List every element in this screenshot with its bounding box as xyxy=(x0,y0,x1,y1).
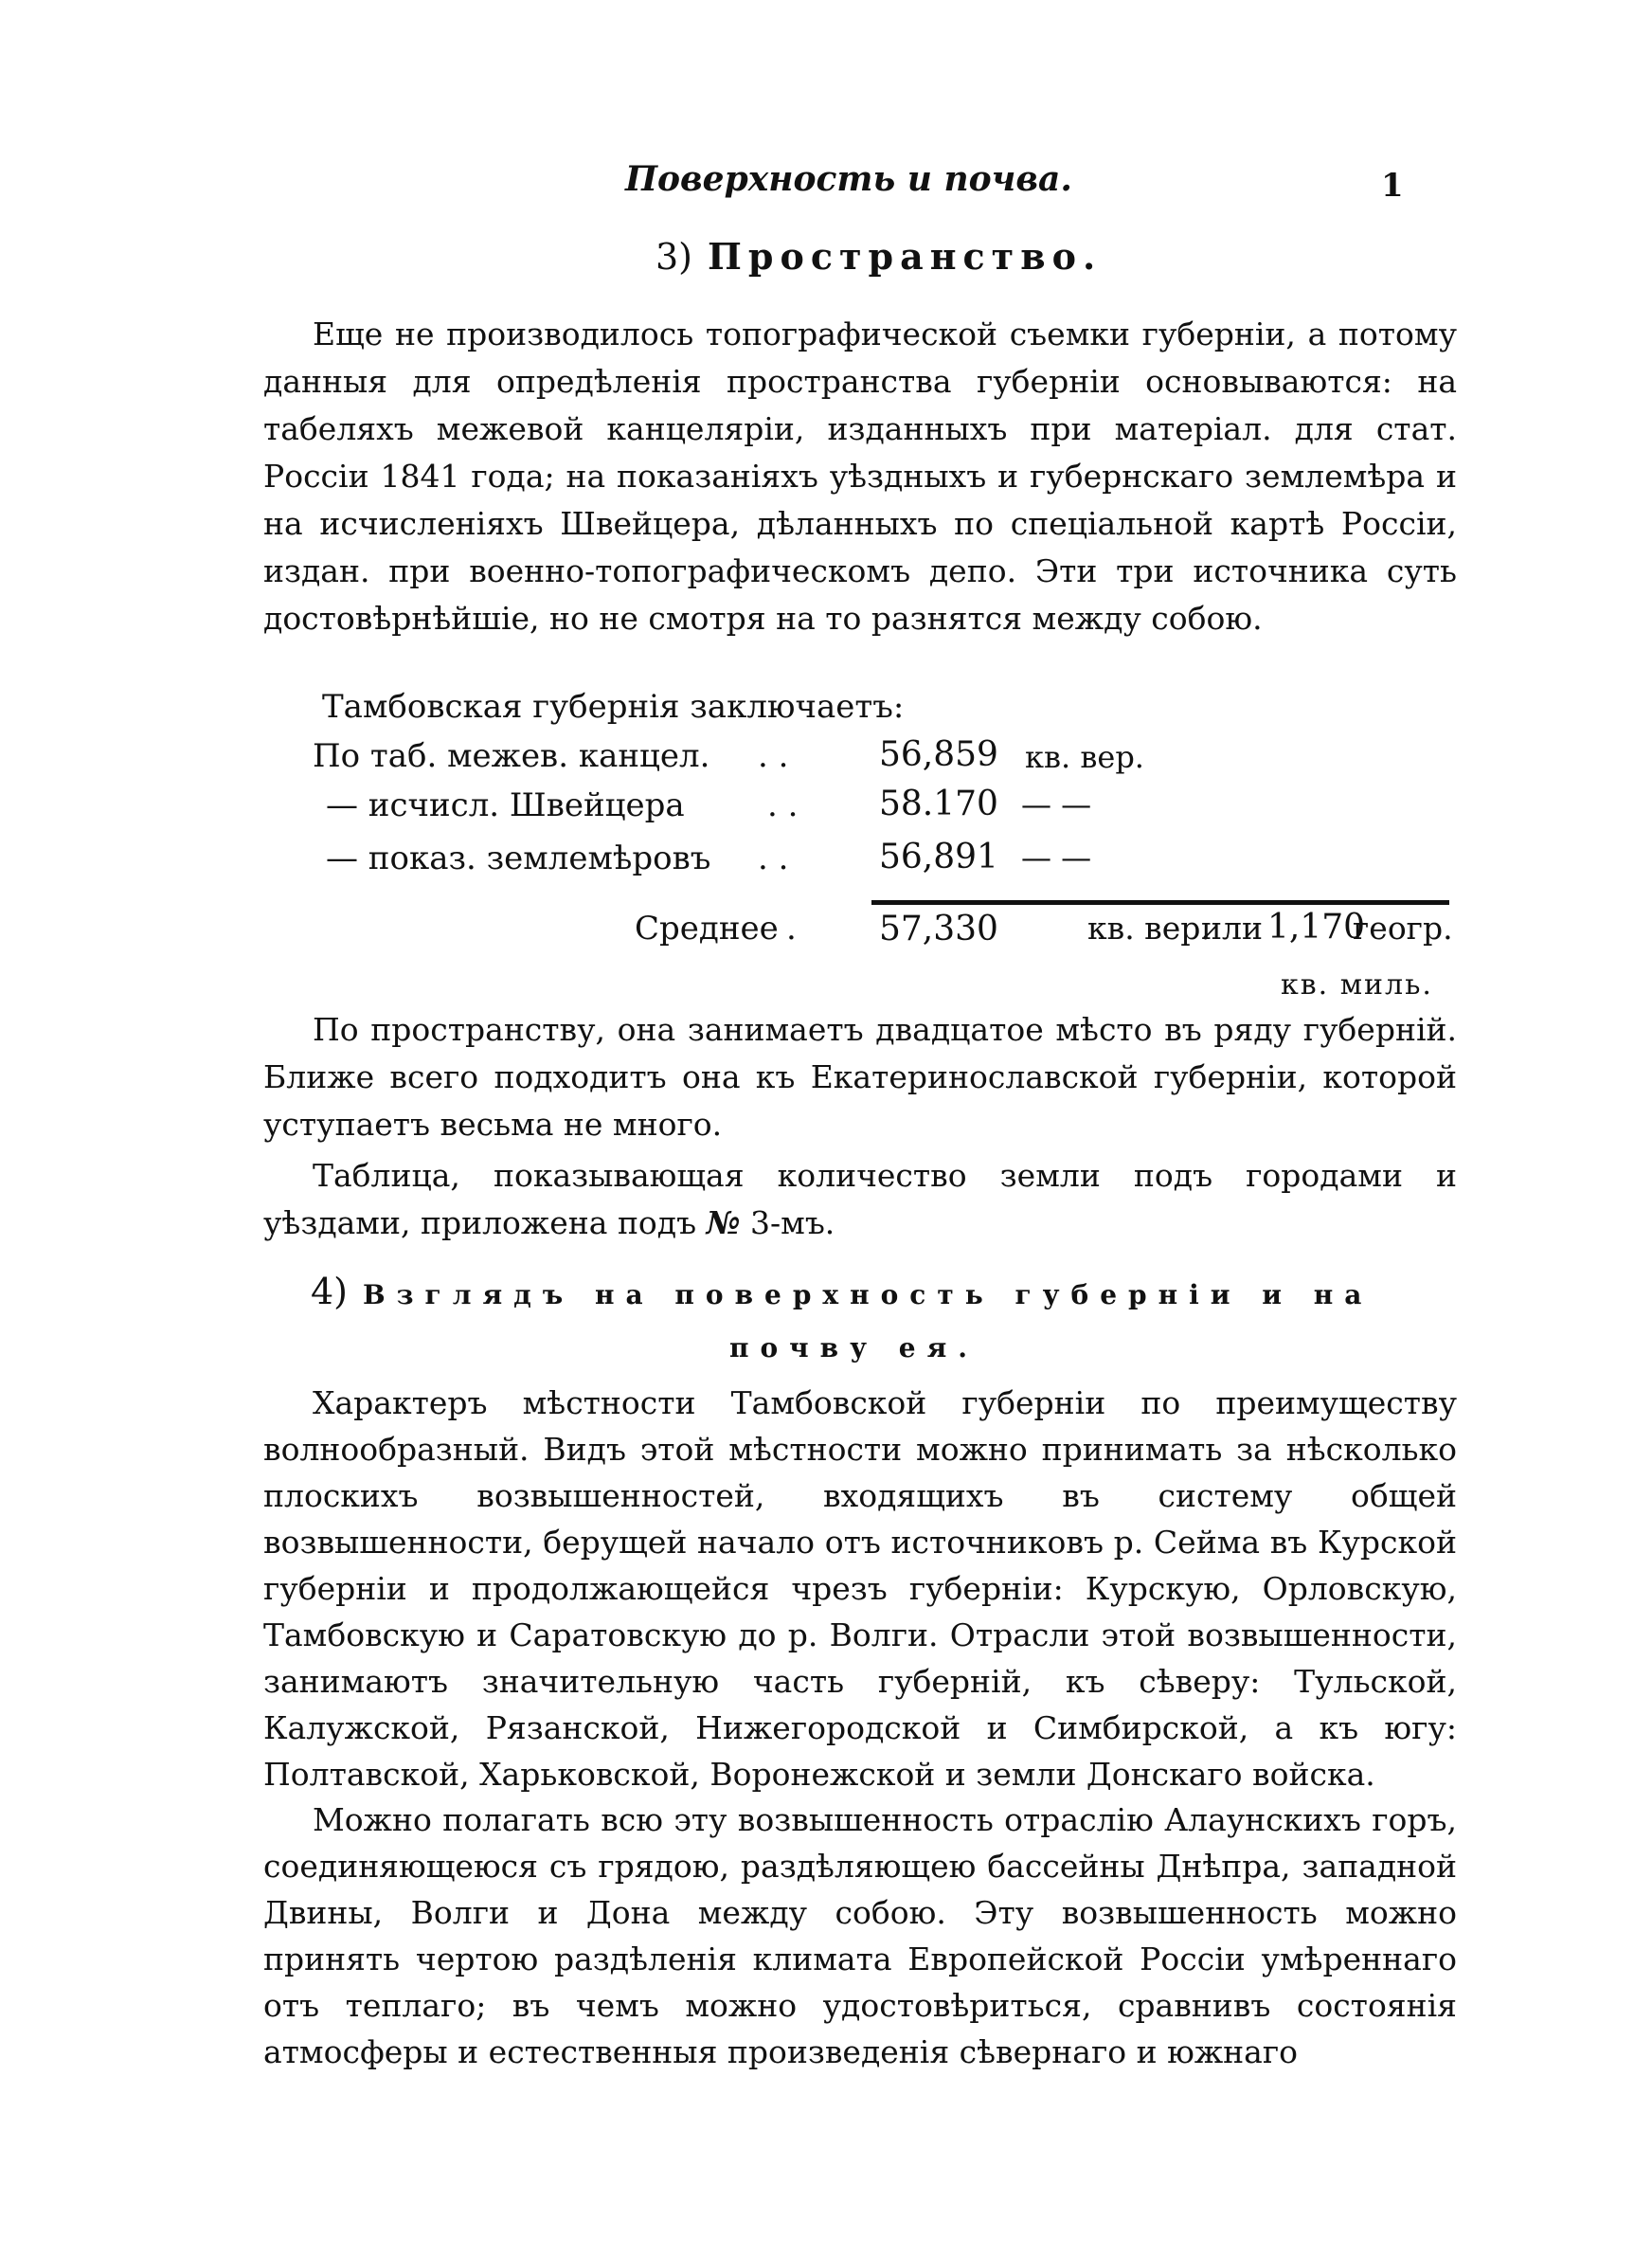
mean-value: 57,330 xyxy=(879,910,998,948)
section-4-number: 4) xyxy=(311,1271,349,1312)
numero-sign: № xyxy=(706,1204,741,1241)
row-value: 56,859 xyxy=(879,735,998,774)
section-4-title-line-2: почву ея. xyxy=(729,1332,979,1363)
paragraph-watershed: Можно полагать всю эту возвышенность отраслію Алаунскихъ горъ, соединяющеюся съ грядою, раздѣляющею бассейны Днѣпра, западной Двины, Волги и Дона между собою. Эту возвышенность можно принять чертою раздѣленія климата Европейской Россіи умѣреннаго отъ теплаго; въ чемъ можно удостовѣриться, сравнивъ состоянія атмосферы и естественныя произведенія сѣвернаго и южнаго xyxy=(263,1801,1457,2070)
paragraph-relief: Характеръ мѣстности Тамбовской губерніи по преимуществу волнообразный. Видъ этой мѣстности можно принимать за нѣсколько плоскихъ возвышенностей, входящихъ въ систему общей возвышенности, берущей начало отъ источниковъ р. Сейма въ Курской губерніи и продолжающейся чрезъ губерніи: Курскую, Орловскую, Тамбовскую и Саратовскую до р. Волги. Отрасли этой возвышенности, занимаютъ значительную часть губерній, къ сѣверу: Тульской, Калужской, Рязанской, Нижегородской и Симбирской, а къ югу: Полтавской, Харьковской, Воронежской и земли Донскаго войска. xyxy=(263,1384,1457,1793)
section-3-heading xyxy=(655,235,1102,278)
paragraph-sources: Еще не производилось топографической съемки губерніи, а потому данныя для опредѣленія пространства губерніи основываются: на табеляхъ межевой канцелярiи, изданныхъ при матеріал. для стат. Россіи 1841 года; на показаніяхъ уѣздныхъ и губернскаго землемѣра и на исчисленіяхъ Швейцера, дѣланныхъ по спеціальной картѣ Россіи, издан. при военно-топографическомъ депо. Эти три источника суть достовѣрнѣйшіе, но не смотря на то разнятся между собою. xyxy=(263,316,1457,637)
table-intro: Тамбовская губернія заключаетъ: xyxy=(322,688,905,726)
mean-alt-unit-2: кв. миль. xyxy=(1281,968,1433,1002)
row-source: По таб. межев. канцел. xyxy=(313,737,710,775)
section-3-title: Пространство. xyxy=(708,235,1103,278)
paragraph-rank: По пространству, она занимаетъ двадцатое мѣсто въ ряду губерній. Ближе всего подходитъ она къ Екатеринославской губерніи, которой уступаетъ весьма не много. xyxy=(263,1011,1457,1143)
page-number: 1 xyxy=(1381,167,1404,205)
mean-unit: кв. вер. xyxy=(1087,910,1211,947)
row-unit: — — xyxy=(1021,840,1092,876)
mean-or: или xyxy=(1201,910,1263,947)
row-value: 58.170 xyxy=(879,785,998,823)
row-source: — исчисл. Швейцера xyxy=(326,786,685,824)
row-dots: . . xyxy=(767,786,799,824)
table-reference-text: Таблица, показывающая количество земли подъ городами и уѣздами, приложена подъ xyxy=(263,1157,1457,1241)
section-3-number: 3) xyxy=(655,236,693,278)
mean-label: Среднее xyxy=(635,910,779,948)
row-dots: . . xyxy=(758,840,789,877)
table-reference-end: 3-мъ. xyxy=(750,1204,835,1241)
section-4-title-line-1: Взглядъ на поверхность губерніи и на xyxy=(363,1279,1374,1310)
row-unit: кв. вер. xyxy=(1025,739,1144,775)
row-dots: . . xyxy=(758,737,789,775)
running-title: Поверхность и почва. xyxy=(625,159,1072,199)
mean-alt-unit: геогр. xyxy=(1353,910,1453,947)
section-4-heading-line-2 xyxy=(729,1323,979,1365)
row-value: 56,891 xyxy=(879,838,998,876)
section-4-heading xyxy=(311,1270,1373,1312)
mean-dot: . xyxy=(786,910,797,948)
row-source: — показ. землемѣровъ xyxy=(326,840,711,877)
sum-rule xyxy=(871,900,1449,905)
mean-alt-value: 1,170 xyxy=(1267,908,1366,947)
row-unit: — — xyxy=(1021,786,1092,822)
paragraph-table-reference xyxy=(263,1152,1457,1247)
